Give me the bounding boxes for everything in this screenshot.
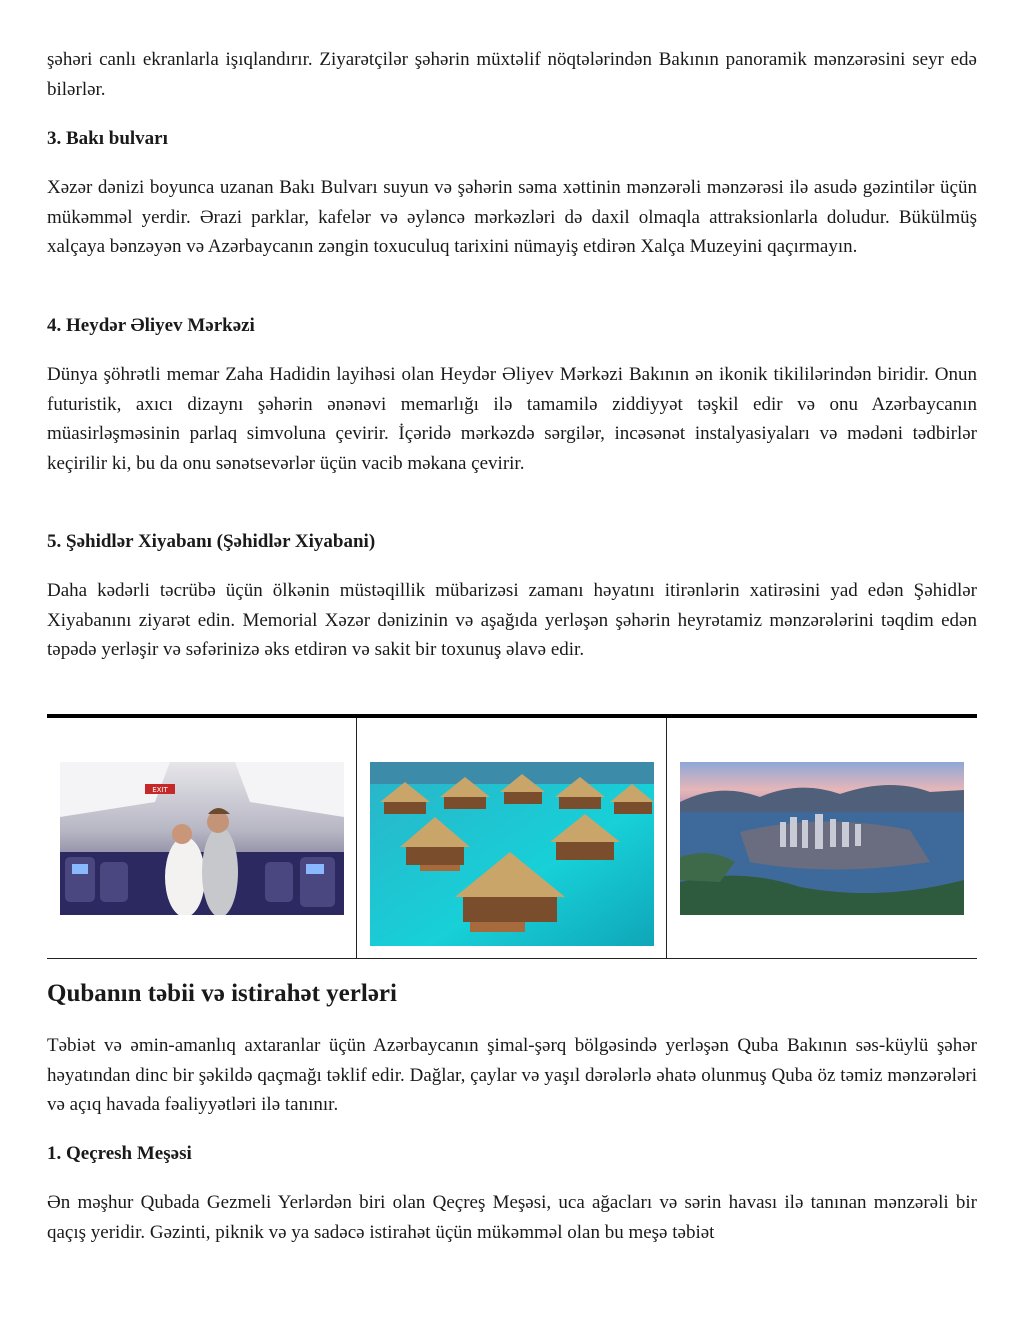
overwater-bungalows-photo [370,762,654,946]
heading-qecresh-meshesi: 1. Qeçresh Meşəsi [47,1143,192,1164]
gallery-cell-3 [667,718,977,958]
intro-paragraph: şəhəri canlı ekranlarla işıqlandırır. Ziyarətçilər şəhərin müxtəlif nöqtələrindən Bakının panoramik mənzərəsini seyr edə bilərlər. [47,49,977,100]
heading-baku-bulvari: 3. Bakı bulvarı [47,128,168,149]
exit-sign-text: EXIT [152,786,168,794]
paragraph-qecresh-meshesi: Ən məşhur Qubada Gezmeli Yerlərdən biri olan Qeçreş Meşəsi, uca ağacları və sərin havası ilə tanınan mənzərəli bir qaçış yeridir. Gəzinti, piknik və ya sadəcə istirahət üçün mükəmməl olan bu meşə təbiət [47,1192,977,1243]
section-title-quba: Qubanın təbii və istirahət yerləri [47,980,397,1007]
paragraph-baku-bulvari: Xəzər dənizi boyunca uzanan Bakı Bulvarı suyun və şəhərin səma xəttinin mənzərəli mənzərəsi ilə asudə gəzintilər üçün mükəmməl yerdir. Ərazi parklar, kafelər və əyləncə mərkəzləri də daxil olmaqla attraksionlarla doludur. Bükülmüş xalçaya bənzəyən və Azərbaycanın zəngin toxuculuq tarixini nümayiş etdirən Xalça Muzeyini qaçırmayın. [47,177,977,257]
heading-heydar-aliyev-center: 4. Heydər Əliyev Mərkəzi [47,315,255,336]
heading-shehidler-xiyabani: 5. Şəhidlər Xiyabanı (Şəhidlər Xiyabani) [47,531,376,552]
image-gallery [47,714,977,959]
paragraph-shehidler-xiyabani: Daha kədərli təcrübə üçün ölkənin müstəqillik mübarizəsi zamanı həyatını itirənlərin xatirəsini yad edən Şəhidlər Xiyabanını ziyarət edin. Memorial Xəzər dənizinin və aşağıda yerləşən şəhərin heyrətamiz mənzərələrini təqdim edən təpədə yerləşir və səfərinizə əks etdirən və sakit bir toxunuş əlavə edir. [47,580,977,660]
paragraph-heydar-aliyev-center: Dünya şöhrətli memar Zaha Hadidin layihəsi olan Heydər Əliyev Mərkəzi Bakının ən ikonik tikililərindən biridir. Onun futuristik, axıcı dizaynı şəhərin ənənəvi memarlığı ilə tamamilə ziddiyyət təşkil edir və onu Azərbaycanın müasirləşməsinin parlaq simvoluna çevirir. İçəridə mərkəzdə sərgilər, incəsənət instalyasiyaları və mədəni tədbirlər keçirilir ki, bu da onu sənətsevərlər üçün vacib məkana çevirir. [47,364,977,474]
gallery-cell-2 [357,718,667,958]
airplane-cabin-wedding-photo [60,762,344,915]
paragraph-quba: Təbiət və əmin-amanlıq axtaranlar üçün Azərbaycanın şimal-şərq bölgəsində yerləşən Quba Bakının səs-küylü şəhər həyatından dinc bir şəkildə qaçmağı təklif edir. Dağlar, çaylar və yaşıl dərələrlə əhatə olunmuş Quba öz təmiz mənzərələri və açıq havada fəaliyyətləri ilə tanınır. [47,1035,977,1115]
gallery-cell-1 [47,718,357,958]
coastal-city-aerial-photo [680,762,964,915]
